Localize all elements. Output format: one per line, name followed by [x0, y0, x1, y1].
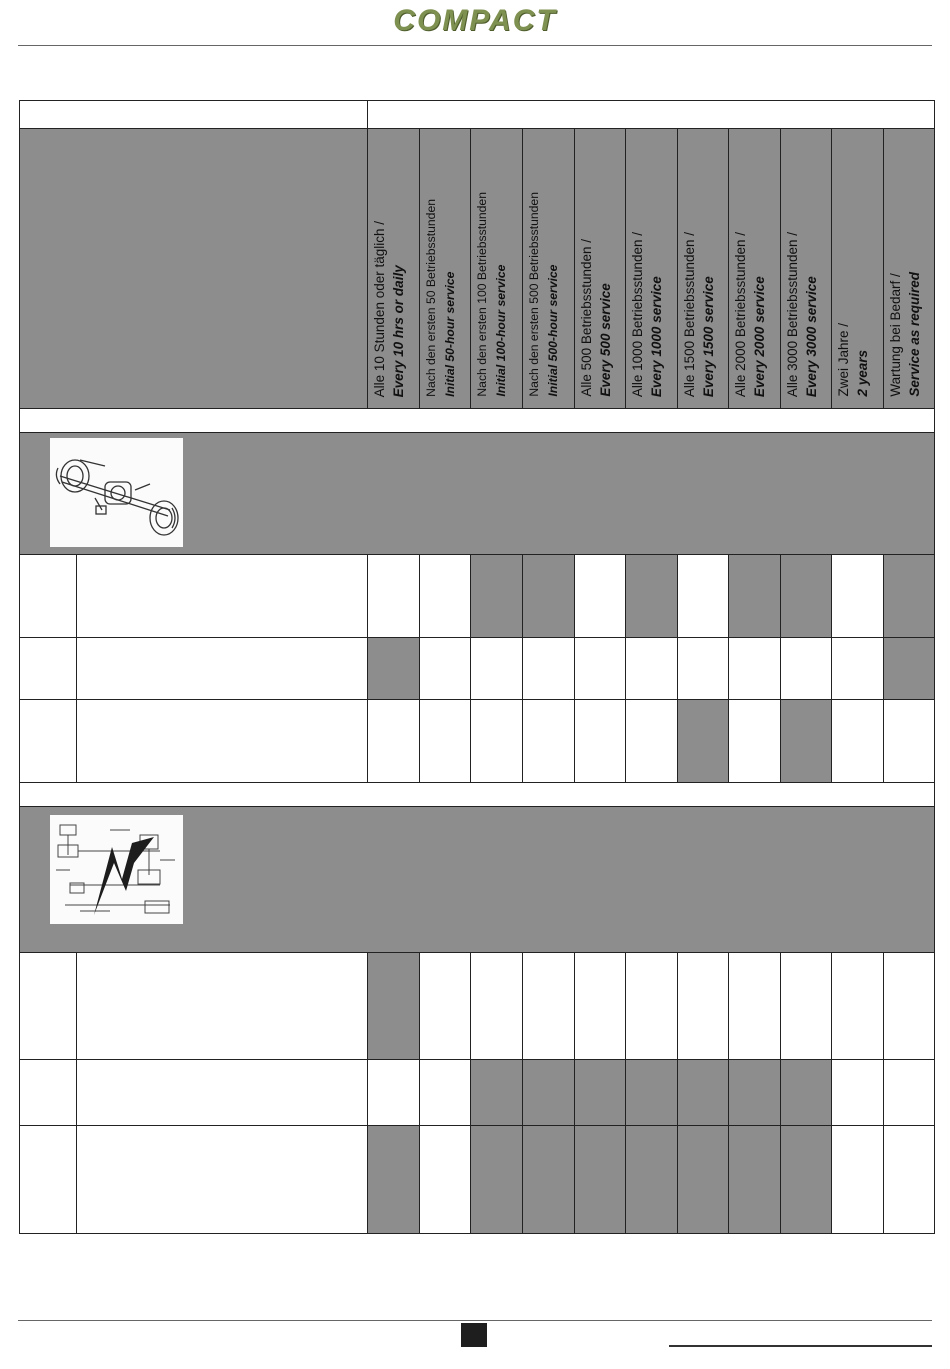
item-number-cell [20, 953, 77, 1060]
interval-header-row [20, 129, 935, 409]
schedule-row [20, 953, 935, 1060]
interval-cell-required [781, 1126, 832, 1234]
interval-cell-required [678, 1060, 729, 1126]
interval-cell [368, 1060, 420, 1126]
interval-cell [678, 555, 729, 638]
interval-cell [471, 638, 523, 700]
interval-cell [678, 638, 729, 700]
interval-cell [781, 953, 832, 1060]
interval-cell [884, 1060, 935, 1126]
interval-cell-required [884, 555, 935, 638]
interval-cell [626, 953, 678, 1060]
interval-cell-required [575, 1126, 626, 1234]
interval-cell [523, 953, 575, 1060]
blank-cell [20, 409, 935, 433]
axle-image [50, 438, 183, 547]
interval-cell-required [523, 1060, 575, 1126]
interval-header-cell: Nach den ersten 50 Betriebsstunden Initial 50-hour service [420, 129, 471, 409]
interval-header-cell: Zwei Jahre / 2 years [832, 129, 884, 409]
interval-cell [368, 555, 420, 638]
interval-cell [729, 638, 781, 700]
item-number-cell [20, 700, 77, 783]
interval-cell-required [626, 1126, 678, 1234]
schedule-row [20, 1126, 935, 1234]
top-blank-row [20, 101, 935, 129]
interval-header-cell: Alle 1500 Betriebsstunden / Every 1500 service [678, 129, 729, 409]
interval-cell [884, 1126, 935, 1234]
interval-cell-required [471, 555, 523, 638]
interval-cell-required [781, 1060, 832, 1126]
section-spacer-row [20, 409, 935, 433]
interval-cell [832, 700, 884, 783]
item-description-cell [77, 638, 368, 700]
item-description-cell [77, 1126, 368, 1234]
interval-cell-required [729, 555, 781, 638]
item-description-cell [77, 1060, 368, 1126]
interval-cell [575, 953, 626, 1060]
interval-cell [729, 700, 781, 783]
item-number-cell [20, 1060, 77, 1126]
schedule-row [20, 555, 935, 638]
item-number-cell [20, 638, 77, 700]
interval-cell-required [575, 1060, 626, 1126]
interval-cell [678, 953, 729, 1060]
interval-cell [368, 700, 420, 783]
interval-cell [420, 700, 471, 783]
interval-cell-required [471, 1126, 523, 1234]
interval-header-cell: Nach den ersten 100 Betriebsstunden Initial 100-hour service [471, 129, 523, 409]
interval-cell [832, 638, 884, 700]
interval-cell [420, 638, 471, 700]
interval-cell [575, 555, 626, 638]
interval-cell [471, 700, 523, 783]
interval-cell-required [781, 555, 832, 638]
interval-header-cell: Wartung bei Bedarf / Service as required [884, 129, 935, 409]
interval-cell [575, 638, 626, 700]
item-description-cell [77, 953, 368, 1060]
interval-cell-required [729, 1060, 781, 1126]
compact-logo: COMPACT [393, 4, 557, 37]
interval-cell-required [368, 953, 420, 1060]
interval-cell [420, 1126, 471, 1234]
interval-header-cell: Nach den ersten 500 Betriebsstunden Initial 500-hour service [523, 129, 575, 409]
interval-header-cell: Alle 2000 Betriebsstunden / Every 2000 service [729, 129, 781, 409]
header-rule [18, 45, 932, 46]
interval-header-cell: Alle 500 Betriebsstunden / Every 500 service [575, 129, 626, 409]
interval-cell-required [523, 1126, 575, 1234]
interval-cell [832, 555, 884, 638]
interval-cell-required [626, 555, 678, 638]
interval-cell [884, 953, 935, 1060]
item-number-cell [20, 1126, 77, 1234]
interval-cell [781, 638, 832, 700]
footer-rule [18, 1320, 932, 1321]
page-number-box [461, 1323, 487, 1347]
interval-cell [884, 700, 935, 783]
interval-cell [523, 700, 575, 783]
blank-cell [20, 783, 935, 807]
interval-cell-required [368, 1126, 420, 1234]
interval-cell-required [781, 700, 832, 783]
interval-cell [523, 638, 575, 700]
interval-cell [420, 555, 471, 638]
interval-cell-required [678, 700, 729, 783]
interval-header-cell: Alle 10 Stunden oder täglich / Every 10 hrs or daily [368, 129, 420, 409]
interval-cell [471, 953, 523, 1060]
interval-cell [575, 700, 626, 783]
footer-underline [669, 1345, 932, 1347]
blank-cell [368, 101, 935, 129]
interval-cell-required [729, 1126, 781, 1234]
maintenance-schedule-table [19, 100, 935, 1234]
section-spacer-row [20, 783, 935, 807]
interval-cell [626, 700, 678, 783]
item-description-cell [77, 555, 368, 638]
schedule-row [20, 638, 935, 700]
interval-cell-required [471, 1060, 523, 1126]
interval-cell [420, 1060, 471, 1126]
header-blank-cell [20, 129, 368, 409]
blank-cell [20, 101, 368, 129]
interval-cell [420, 953, 471, 1060]
item-number-cell [20, 555, 77, 638]
interval-header-cell: Alle 3000 Betriebsstunden / Every 3000 service [781, 129, 832, 409]
interval-cell-required [368, 638, 420, 700]
interval-cell-required [884, 638, 935, 700]
interval-cell-required [523, 555, 575, 638]
interval-cell [729, 953, 781, 1060]
interval-cell [832, 1126, 884, 1234]
interval-cell [832, 953, 884, 1060]
interval-header-cell: Alle 1000 Betriebsstunden / Every 1000 service [626, 129, 678, 409]
interval-cell-required [678, 1126, 729, 1234]
schedule-row [20, 1060, 935, 1126]
item-description-cell [77, 700, 368, 783]
interval-cell-required [626, 1060, 678, 1126]
interval-cell [626, 638, 678, 700]
schedule-row [20, 700, 935, 783]
electrical-diagram-image [50, 815, 183, 924]
interval-cell [832, 1060, 884, 1126]
